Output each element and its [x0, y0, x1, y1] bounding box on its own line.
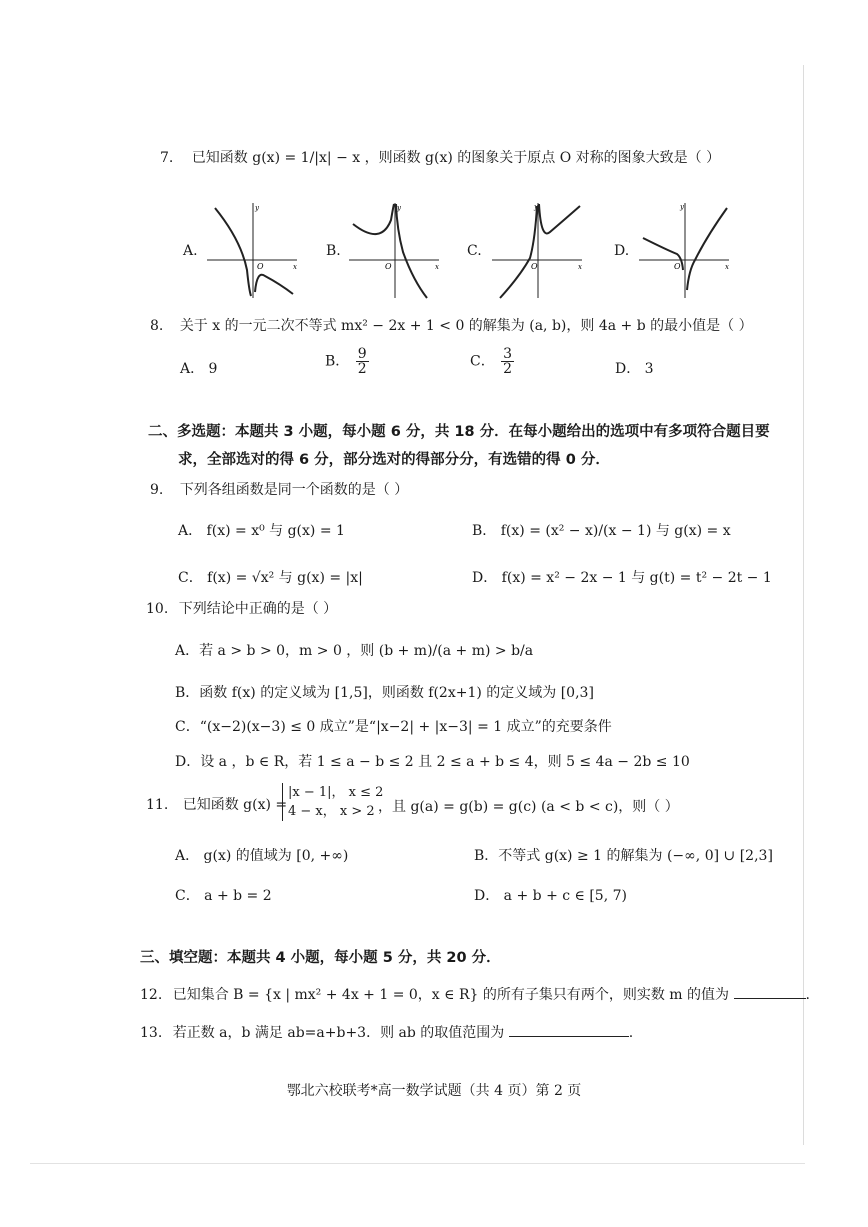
graph-b-icon — [347, 200, 442, 300]
option-a-label: A. — [183, 243, 198, 259]
question-text: 若正数 a，b 满足 ab=a+b+3．则 ab 的取值范围为 — [172, 1025, 505, 1041]
period: . — [628, 1025, 634, 1041]
svg-text:O: O — [674, 262, 681, 271]
option-c: C． a + b = 2 — [175, 888, 272, 904]
case-2: 4 − x， x > 2 — [288, 804, 375, 819]
section-heading: 二、多选题：本题共 3 小题，每小题 6 分，共 18 分．在每小题给出的选项中有多项符合题目要 — [148, 424, 770, 440]
question-12 — [140, 986, 810, 1004]
question-number: 12. — [140, 987, 163, 1003]
option-d: D．设 a ，b ∈ R，若 1 ≤ a − b ≤ 2 且 2 ≤ a + b ≤ 4，则 5 ≤ 4a − 2b ≤ 10 — [175, 754, 690, 770]
question-8 — [150, 317, 753, 335]
question-number: 13. — [140, 1025, 163, 1041]
axis-x-label: x — [293, 263, 297, 271]
axis-y-label: y — [255, 204, 259, 212]
option-d: D． a + b + c ∈ [5, 7) — [474, 888, 627, 904]
section-heading-cont: 求，全部选对的得 6 分，部分选对的得部分分，有选错的得 0 分． — [178, 452, 610, 468]
fraction: $\frac{3}{2}$ — [503, 346, 513, 377]
section-heading: 三、填空题：本题共 4 小题，每小题 5 分，共 20 分． — [140, 950, 501, 966]
option-c-label: C. — [467, 243, 482, 259]
option-c: C．“(x−2)(x−3) ≤ 0 成立”是“|x−2| + |x−3| = 1 成立”的充要条件 — [175, 719, 612, 735]
question-number: 7. — [160, 150, 174, 166]
answer-blank[interactable] — [509, 1036, 629, 1037]
question-13 — [140, 1024, 633, 1042]
question-text: 已知函数 g(x) = — [182, 797, 288, 813]
question-text: 关于 x 的一元二次不等式 mx² − 2x + 1 < 0 的解集为 (a, b)，则 4a + b 的最小值是（ ） — [179, 318, 753, 334]
option-d: D． f(x) = x² − 2x − 1 与 g(t) = t² − 2t − 1 — [472, 570, 772, 586]
option-b: B． f(x) = (x² − x)/(x − 1) 与 g(x) = x — [472, 523, 731, 539]
option-b — [325, 347, 371, 376]
graph-c-icon — [490, 200, 585, 300]
graph-a-icon — [205, 200, 300, 300]
question-text-cont: ，且 g(a) = g(b) = g(c) (a < b < c)，则（ ） — [378, 799, 679, 815]
page-edge — [803, 65, 804, 1145]
question-11 — [146, 796, 287, 814]
case-1: |x − 1|， x ≤ 2 — [288, 785, 384, 800]
svg-text:x: x — [578, 263, 582, 271]
svg-text:y: y — [534, 203, 538, 211]
page-footer: 鄂北六校联考*高一数学试题（共 4 页）第 2 页 — [286, 1083, 582, 1099]
graph-d-icon — [637, 200, 732, 300]
question-number: 9. — [150, 482, 164, 498]
svg-text:y: y — [397, 204, 401, 212]
svg-text:O: O — [385, 262, 392, 271]
question-text: 下列各组函数是同一个函数的是（ ） — [179, 482, 409, 498]
option-label: C． — [470, 353, 495, 370]
fraction: $\frac{9}{2}$ — [357, 346, 367, 377]
question-10 — [146, 600, 337, 618]
svg-text:O: O — [531, 262, 538, 271]
option-a: A． f(x) = x⁰ 与 g(x) = 1 — [178, 523, 345, 539]
question-text: 已知函数 g(x) = 1/|x| − x ，则函数 g(x) 的图象关于原点 O 对称的图象大致是（ ） — [191, 150, 721, 166]
option-b-label: B. — [326, 243, 341, 259]
option-c — [470, 347, 516, 376]
option-d-label: D. — [614, 243, 630, 259]
option-a: A． 9 — [180, 361, 218, 377]
period: . — [805, 987, 810, 1003]
option-b: B．不等式 g(x) ≥ 1 的解集为 (−∞, 0] ∪ [2,3] — [474, 848, 773, 864]
question-number: 8. — [150, 318, 164, 334]
question-number: 10. — [146, 601, 169, 617]
piecewise-cases — [282, 783, 383, 821]
answer-blank[interactable] — [734, 998, 806, 999]
option-label: B． — [325, 353, 350, 370]
question-text: 已知集合 B = {x | mx² + 4x + 1 = 0，x ∈ R} 的所有子集只有两个，则实数 m 的值为 — [172, 987, 730, 1003]
option-d: D． 3 — [615, 361, 654, 377]
question-text: 下列结论中正确的是（ ） — [178, 601, 338, 617]
page-edge-bottom — [30, 1163, 805, 1164]
question-9 — [150, 481, 408, 499]
option-a: A． g(x) 的值域为 [0, +∞) — [175, 848, 349, 864]
svg-text:x: x — [435, 263, 439, 271]
svg-text:y: y — [680, 203, 684, 211]
question-number: 11. — [146, 797, 169, 813]
question-7 — [160, 149, 720, 167]
svg-text:x: x — [725, 263, 729, 271]
origin-label: O — [257, 262, 264, 271]
option-a: A．若 a > b > 0，m > 0 ，则 (b + m)/(a + m) > b/a — [175, 643, 534, 659]
option-b: B．函数 f(x) 的定义域为 [1,5]，则函数 f(2x+1) 的定义域为 [0,3] — [175, 685, 594, 701]
option-c: C． f(x) = √x² 与 g(x) = |x| — [178, 570, 363, 586]
